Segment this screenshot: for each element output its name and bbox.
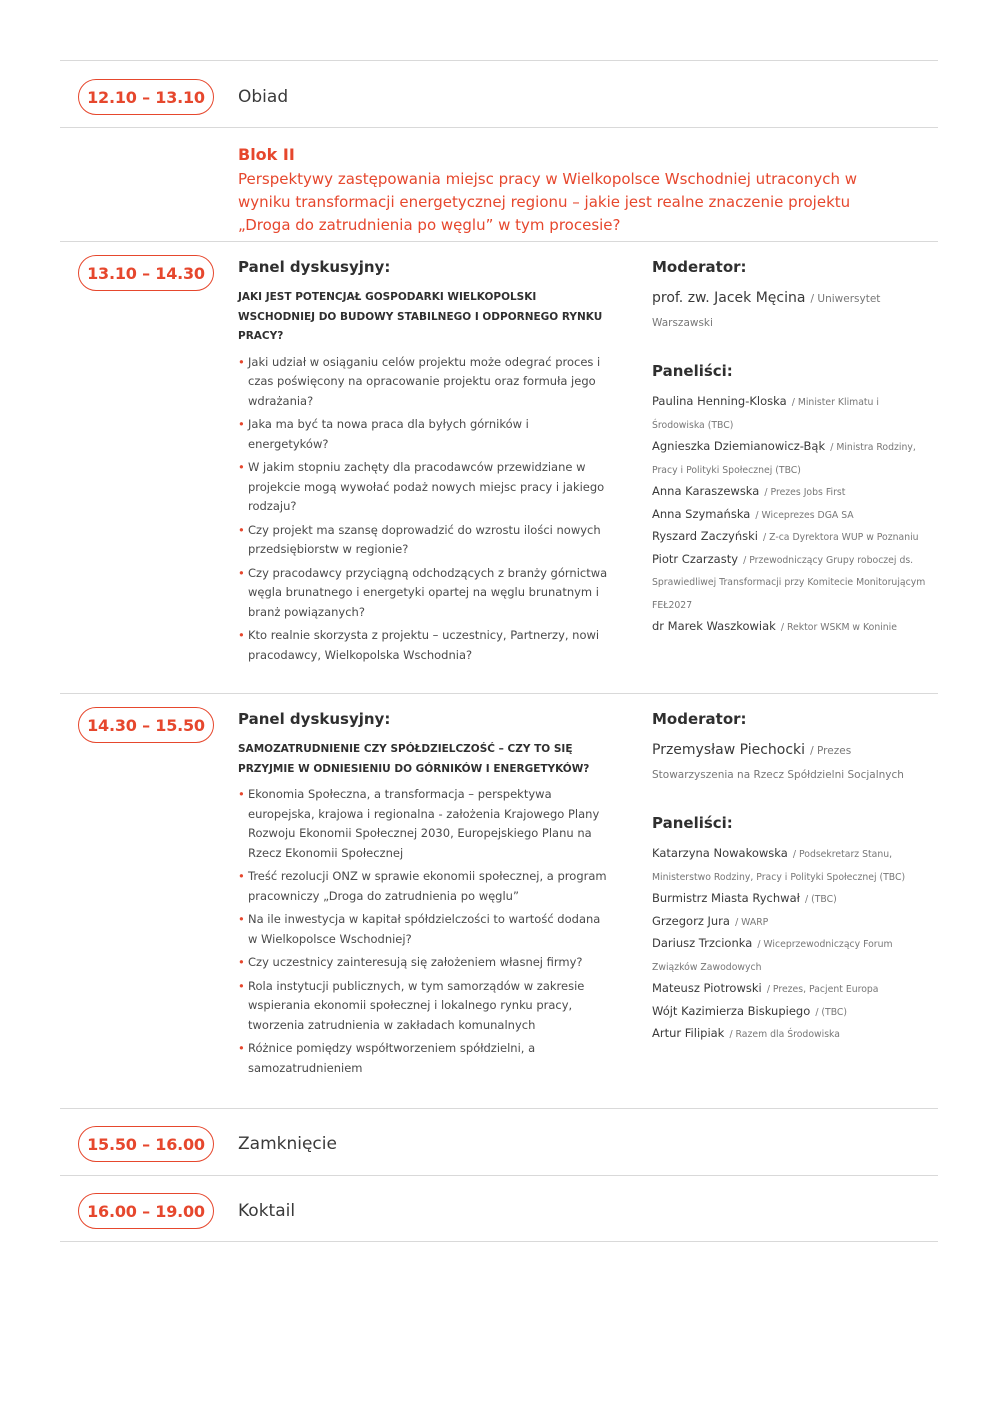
moderator-name: prof. zw. Jacek Męcina bbox=[652, 290, 806, 306]
panel-question: JAKI JEST POTENCJAŁ GOSPODARKI WIELKOPOLSKI WSCHODNIEJ DO BUDOWY STABILNEGO I ODPORNEGO RYNKU PRACY? bbox=[238, 291, 603, 342]
list-item: • Jaki udział w osiąganiu celów projektu może odegrać proces i czas poświęcony na opracowanie projektu oraz formuła jego wdrażania? bbox=[238, 353, 608, 412]
moderator bbox=[652, 286, 932, 334]
panelist-affiliation: / (TBC) bbox=[815, 1006, 848, 1018]
panelist bbox=[652, 887, 932, 910]
panelist-name: Wójt Kazimierza Biskupiego bbox=[652, 1003, 811, 1018]
panelist bbox=[652, 932, 932, 977]
panelist-name: Artur Filipiak bbox=[652, 1026, 725, 1040]
panelist-affiliation: / (TBC) bbox=[804, 894, 837, 905]
session-label: Obiad bbox=[238, 87, 289, 107]
panelist-name: Agnieszka Dziemianowicz-Bąk bbox=[652, 439, 826, 453]
moderator-heading: Moderator: bbox=[652, 258, 747, 276]
time-badge: 15.50 – 16.00 bbox=[78, 1126, 214, 1162]
panelist-name: Anna Szymańska bbox=[652, 506, 751, 521]
panelists-heading: Paneliści: bbox=[652, 362, 733, 380]
panelist-name: Grzegorz Jura bbox=[652, 913, 730, 928]
topic-list bbox=[238, 353, 608, 666]
list-item: • Kto realnie skorzysta z projektu – uczestnicy, Partnerzy, nowi pracodawcy, Wielkopolska Wschodnia? bbox=[238, 626, 608, 665]
panelist-affiliation: / Minister Klimatu i Środowiska (TBC) bbox=[652, 397, 879, 431]
panelist bbox=[652, 615, 932, 638]
panelist-name: Paulina Henning-Kloska bbox=[652, 394, 787, 408]
panelist-name: Anna Karaszewska bbox=[652, 484, 760, 498]
panelist-affiliation: / Przewodniczący Grupy roboczej ds. Sprawiedliwej Transformacji przy Komitecie Monitorującym FEŁ2027 bbox=[652, 554, 926, 611]
moderator-affiliation: / Prezes Stowarzyszenia na Rzecz Spółdzielni Socjalnych bbox=[652, 745, 904, 781]
session-label: Koktail bbox=[238, 1201, 296, 1221]
panelist bbox=[652, 1000, 932, 1023]
panelist bbox=[652, 842, 932, 887]
panel-speakers bbox=[652, 258, 932, 638]
list-item: • Czy uczestnicy zainteresują się założeniem własnej firmy? bbox=[238, 953, 608, 973]
panelist bbox=[652, 977, 932, 1000]
panelist-name: Mateusz Piotrowski bbox=[652, 981, 762, 995]
panelist bbox=[652, 390, 932, 435]
panel-question: SAMOZATRUDNIENIE CZY SPÓŁDZIELCZOŚĆ – CZY TO SIĘ PRZYJMIE W ODNIESIENIU DO GÓRNIKÓW I ENERGETYKÓW? bbox=[238, 743, 590, 775]
panelist-affiliation: / Wiceprezes DGA SA bbox=[755, 509, 854, 521]
list-item: • Ekonomia Społeczna, a transformacja – perspektywa europejska, krajowa i regionalna - założenia Krajowego Plany Rozwoju Ekonomii Społecznej 2030, Europejskiego Planu na Rzecz Ekonomii Społecznej bbox=[238, 785, 608, 863]
panel-heading: Panel dyskusyjny: bbox=[238, 258, 391, 276]
panelist bbox=[652, 548, 932, 616]
block-title: Blok II bbox=[238, 145, 295, 164]
panelist-affiliation: / Rektor WSKM w Koninie bbox=[780, 622, 897, 633]
panel-discussion bbox=[238, 258, 608, 669]
list-item: • Czy pracodawcy przyciągną odchodzących z branży górnictwa węgla brunatnego i energetyki opartej na węglu brunatnym i branż powiązanych? bbox=[238, 564, 608, 623]
list-item: • W jakim stopniu zachęty dla pracodawców przewidziane w projekcie mogą wywołać podaż nowych miejsc pracy i jakiego rodzaju? bbox=[238, 458, 608, 517]
panelist-affiliation: / WARP bbox=[735, 916, 769, 928]
panelist bbox=[652, 1022, 932, 1045]
panelist-affiliation: / Razem dla Środowiska bbox=[729, 1029, 840, 1040]
divider bbox=[60, 60, 938, 61]
divider bbox=[60, 127, 938, 128]
list-item: • Różnice pomiędzy współtworzeniem spółdzielni, a samozatrudnieniem bbox=[238, 1039, 608, 1078]
time-badge: 12.10 – 13.10 bbox=[78, 79, 214, 115]
panelist bbox=[652, 435, 932, 480]
panelist-name: Katarzyna Nowakowska bbox=[652, 846, 788, 860]
panelist-affiliation: / Ministra Rodziny, Pracy i Polityki Społecznej (TBC) bbox=[652, 442, 916, 476]
panel-heading: Panel dyskusyjny: bbox=[238, 710, 391, 728]
divider bbox=[60, 241, 938, 242]
block-description: Perspektywy zastępowania miejsc pracy w Wielkopolsce Wschodniej utraconych w wyniku transformacji energetycznej regionu – jakie jest realne znaczenie projektu „Droga do zatrudnienia po węglu” w tym procesie? bbox=[238, 170, 858, 234]
panelist-name: dr Marek Waszkowiak bbox=[652, 619, 776, 633]
time-badge: 13.10 – 14.30 bbox=[78, 255, 214, 291]
panelist-name: Burmistrz Miasta Rychwał bbox=[652, 891, 800, 905]
panelist bbox=[652, 480, 932, 503]
divider bbox=[60, 1108, 938, 1109]
moderator-name: Przemysław Piechocki bbox=[652, 742, 806, 758]
list-item: • Czy projekt ma szansę doprowadzić do wzrostu ilości nowych przedsiębiorstw w regionie? bbox=[238, 521, 608, 560]
topic-list bbox=[238, 785, 608, 1078]
moderator-affiliation: / Uniwersytet Warszawski bbox=[652, 293, 881, 329]
list-item: • Treść rezolucji ONZ w sprawie ekonomii społecznej, a program pracowniczy „Droga do zatrudnienia po węglu” bbox=[238, 867, 608, 906]
moderator-heading: Moderator: bbox=[652, 710, 747, 728]
panelist-affiliation: / Wiceprzewodniczący Forum Związków Zawodowych bbox=[652, 939, 893, 973]
panelist-name: Ryszard Zaczyński bbox=[652, 529, 758, 543]
divider bbox=[60, 1175, 938, 1176]
panelist-affiliation: / Z-ca Dyrektora WUP w Poznaniu bbox=[763, 532, 919, 543]
panelist-affiliation: / Prezes Jobs First bbox=[764, 487, 846, 498]
time-badge: 14.30 – 15.50 bbox=[78, 707, 214, 743]
block-header bbox=[238, 145, 898, 237]
panel-speakers bbox=[652, 710, 932, 1045]
panelist bbox=[652, 503, 932, 526]
list-item: • Jaka ma być ta nowa praca dla byłych górników i energetyków? bbox=[238, 415, 608, 454]
panel-discussion bbox=[238, 710, 608, 1082]
panelist-affiliation: / Podsekretarz Stanu, Ministerstwo Rodziny, Pracy i Polityki Społecznej (TBC) bbox=[652, 849, 906, 883]
divider bbox=[60, 1241, 938, 1242]
list-item: • Na ile inwestycja w kapitał spółdzielczości to wartość dodana w Wielkopolsce Wschodniej? bbox=[238, 910, 608, 949]
panelist bbox=[652, 910, 932, 933]
time-badge: 16.00 – 19.00 bbox=[78, 1193, 214, 1229]
list-item: • Rola instytucji publicznych, w tym samorządów w zakresie wspierania ekonomii społecznej i lokalnego rynku pracy, tworzenia zatrudnienia w zakładach komunalnych bbox=[238, 977, 608, 1036]
session-label: Zamknięcie bbox=[238, 1134, 337, 1154]
panelist bbox=[652, 525, 932, 548]
panelists-heading: Paneliści: bbox=[652, 814, 733, 832]
divider bbox=[60, 693, 938, 694]
panelist-name: Piotr Czarzasty bbox=[652, 551, 739, 566]
panelist-name: Dariusz Trzcionka bbox=[652, 936, 753, 950]
moderator bbox=[652, 738, 932, 786]
panelist-affiliation: / Prezes, Pacjent Europa bbox=[766, 984, 879, 995]
